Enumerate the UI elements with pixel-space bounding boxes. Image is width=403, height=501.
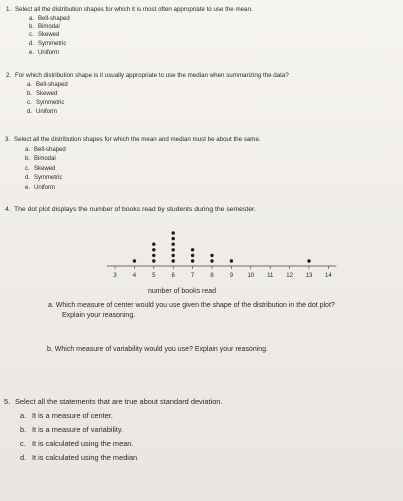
question-2-number: 2. [6, 72, 12, 79]
tick-label: 10 [247, 273, 255, 279]
tick-label: 12 [286, 273, 293, 279]
q1-option-e[interactable]: e. Uniform [29, 50, 60, 56]
question-4a-text: a. Which measure of center would you use given the shape of the distribution in the dot plot? [48, 302, 335, 309]
question-1-number: 1. [6, 6, 12, 13]
dot-point [152, 254, 155, 257]
question-5-text: Select all the statements that are true about standard deviation. [15, 397, 223, 406]
tick-label: 5 [152, 273, 156, 279]
dot-point [191, 248, 194, 251]
dot-point [210, 254, 213, 257]
q2-option-a[interactable]: a. Bell-shaped [27, 82, 68, 88]
question-4a-sub-text: Explain your reasoning. [62, 312, 136, 319]
dot-point [307, 259, 310, 262]
q1-option-a[interactable]: a. Bell-shaped [29, 16, 70, 22]
q5-option-a[interactable]: a. It is a measure of center. [20, 411, 113, 420]
question-4 [5, 206, 256, 214]
dot-point [191, 259, 194, 262]
tick-label: 11 [267, 273, 274, 279]
q3-option-e[interactable]: e. Uniform [25, 185, 56, 191]
question-3-text: Select all the distribution shapes for which the mean and median must be about the same. [14, 136, 261, 143]
tick-label: 3 [113, 273, 117, 279]
question-4-text: The dot plot displays the number of books read by students during the semester. [14, 206, 256, 213]
tick-label: 4 [132, 273, 137, 279]
dot-point [191, 254, 194, 257]
tick-label: 6 [171, 273, 175, 279]
dot-point [172, 243, 175, 246]
q5-option-b[interactable]: b. It is a measure of variability. [20, 425, 124, 434]
q2-option-c[interactable]: c. Symmetric [27, 100, 65, 106]
dot-plot-x-label: number of books read [147, 288, 217, 295]
dot-point [172, 254, 175, 257]
dot-point [230, 259, 233, 262]
q1-option-c[interactable]: c. Skewed [29, 32, 60, 38]
dot-point [210, 259, 213, 262]
question-1 [6, 6, 253, 14]
q5-option-c[interactable]: c. It is calculated using the mean. [20, 439, 134, 448]
tick-label: 8 [210, 273, 214, 279]
q3-option-c[interactable]: c. Skewed [25, 166, 56, 172]
tick-label: 9 [229, 273, 234, 279]
q1-option-b[interactable]: b. Bimodal [29, 24, 60, 30]
tick-label: 7 [190, 273, 195, 279]
q2-option-b[interactable]: b. Skewed [27, 91, 58, 97]
dot-point [172, 231, 175, 234]
dot-plot-ticks [113, 266, 332, 279]
question-4b-text: b. Which measure of variability would you use? Explain your reasoning. [47, 346, 269, 353]
question-2 [6, 72, 289, 80]
question-5 [4, 397, 222, 406]
tick-label: 13 [305, 273, 313, 279]
dot-point [133, 259, 136, 262]
question-2-text: For which distribution shape is it usually appropriate to use the median when summarizing the data? [15, 72, 289, 79]
q2-option-d[interactable]: d. Uniform [27, 109, 58, 115]
dot-point [172, 237, 175, 240]
question-4b [47, 346, 268, 354]
dot-plot-dots [133, 231, 311, 262]
dot-point [152, 259, 155, 262]
q5-option-d[interactable]: d. It is calculated using the median [20, 453, 138, 462]
question-3 [5, 136, 261, 144]
dot-point [152, 243, 155, 246]
tick-label: 14 [325, 273, 332, 279]
dot-plot [0, 224, 403, 299]
dot-point [152, 248, 155, 251]
dot-point [172, 248, 175, 251]
q1-option-d[interactable]: d. Symmetric [29, 41, 67, 47]
question-1-text: Select all the distribution shapes for which it is most often appropriate to use the mean. [15, 6, 253, 13]
q3-option-d[interactable]: d. Symmetric [25, 175, 63, 181]
question-4a-sub [62, 312, 135, 320]
question-5-number: 5. [4, 397, 11, 406]
q3-option-b[interactable]: b. Bimodal [25, 156, 56, 162]
question-4-number: 4. [5, 206, 11, 213]
question-3-number: 3. [5, 136, 11, 143]
dot-point [172, 259, 175, 262]
q3-option-a[interactable]: a. Bell-shaped [25, 147, 66, 153]
question-4a [48, 302, 335, 310]
